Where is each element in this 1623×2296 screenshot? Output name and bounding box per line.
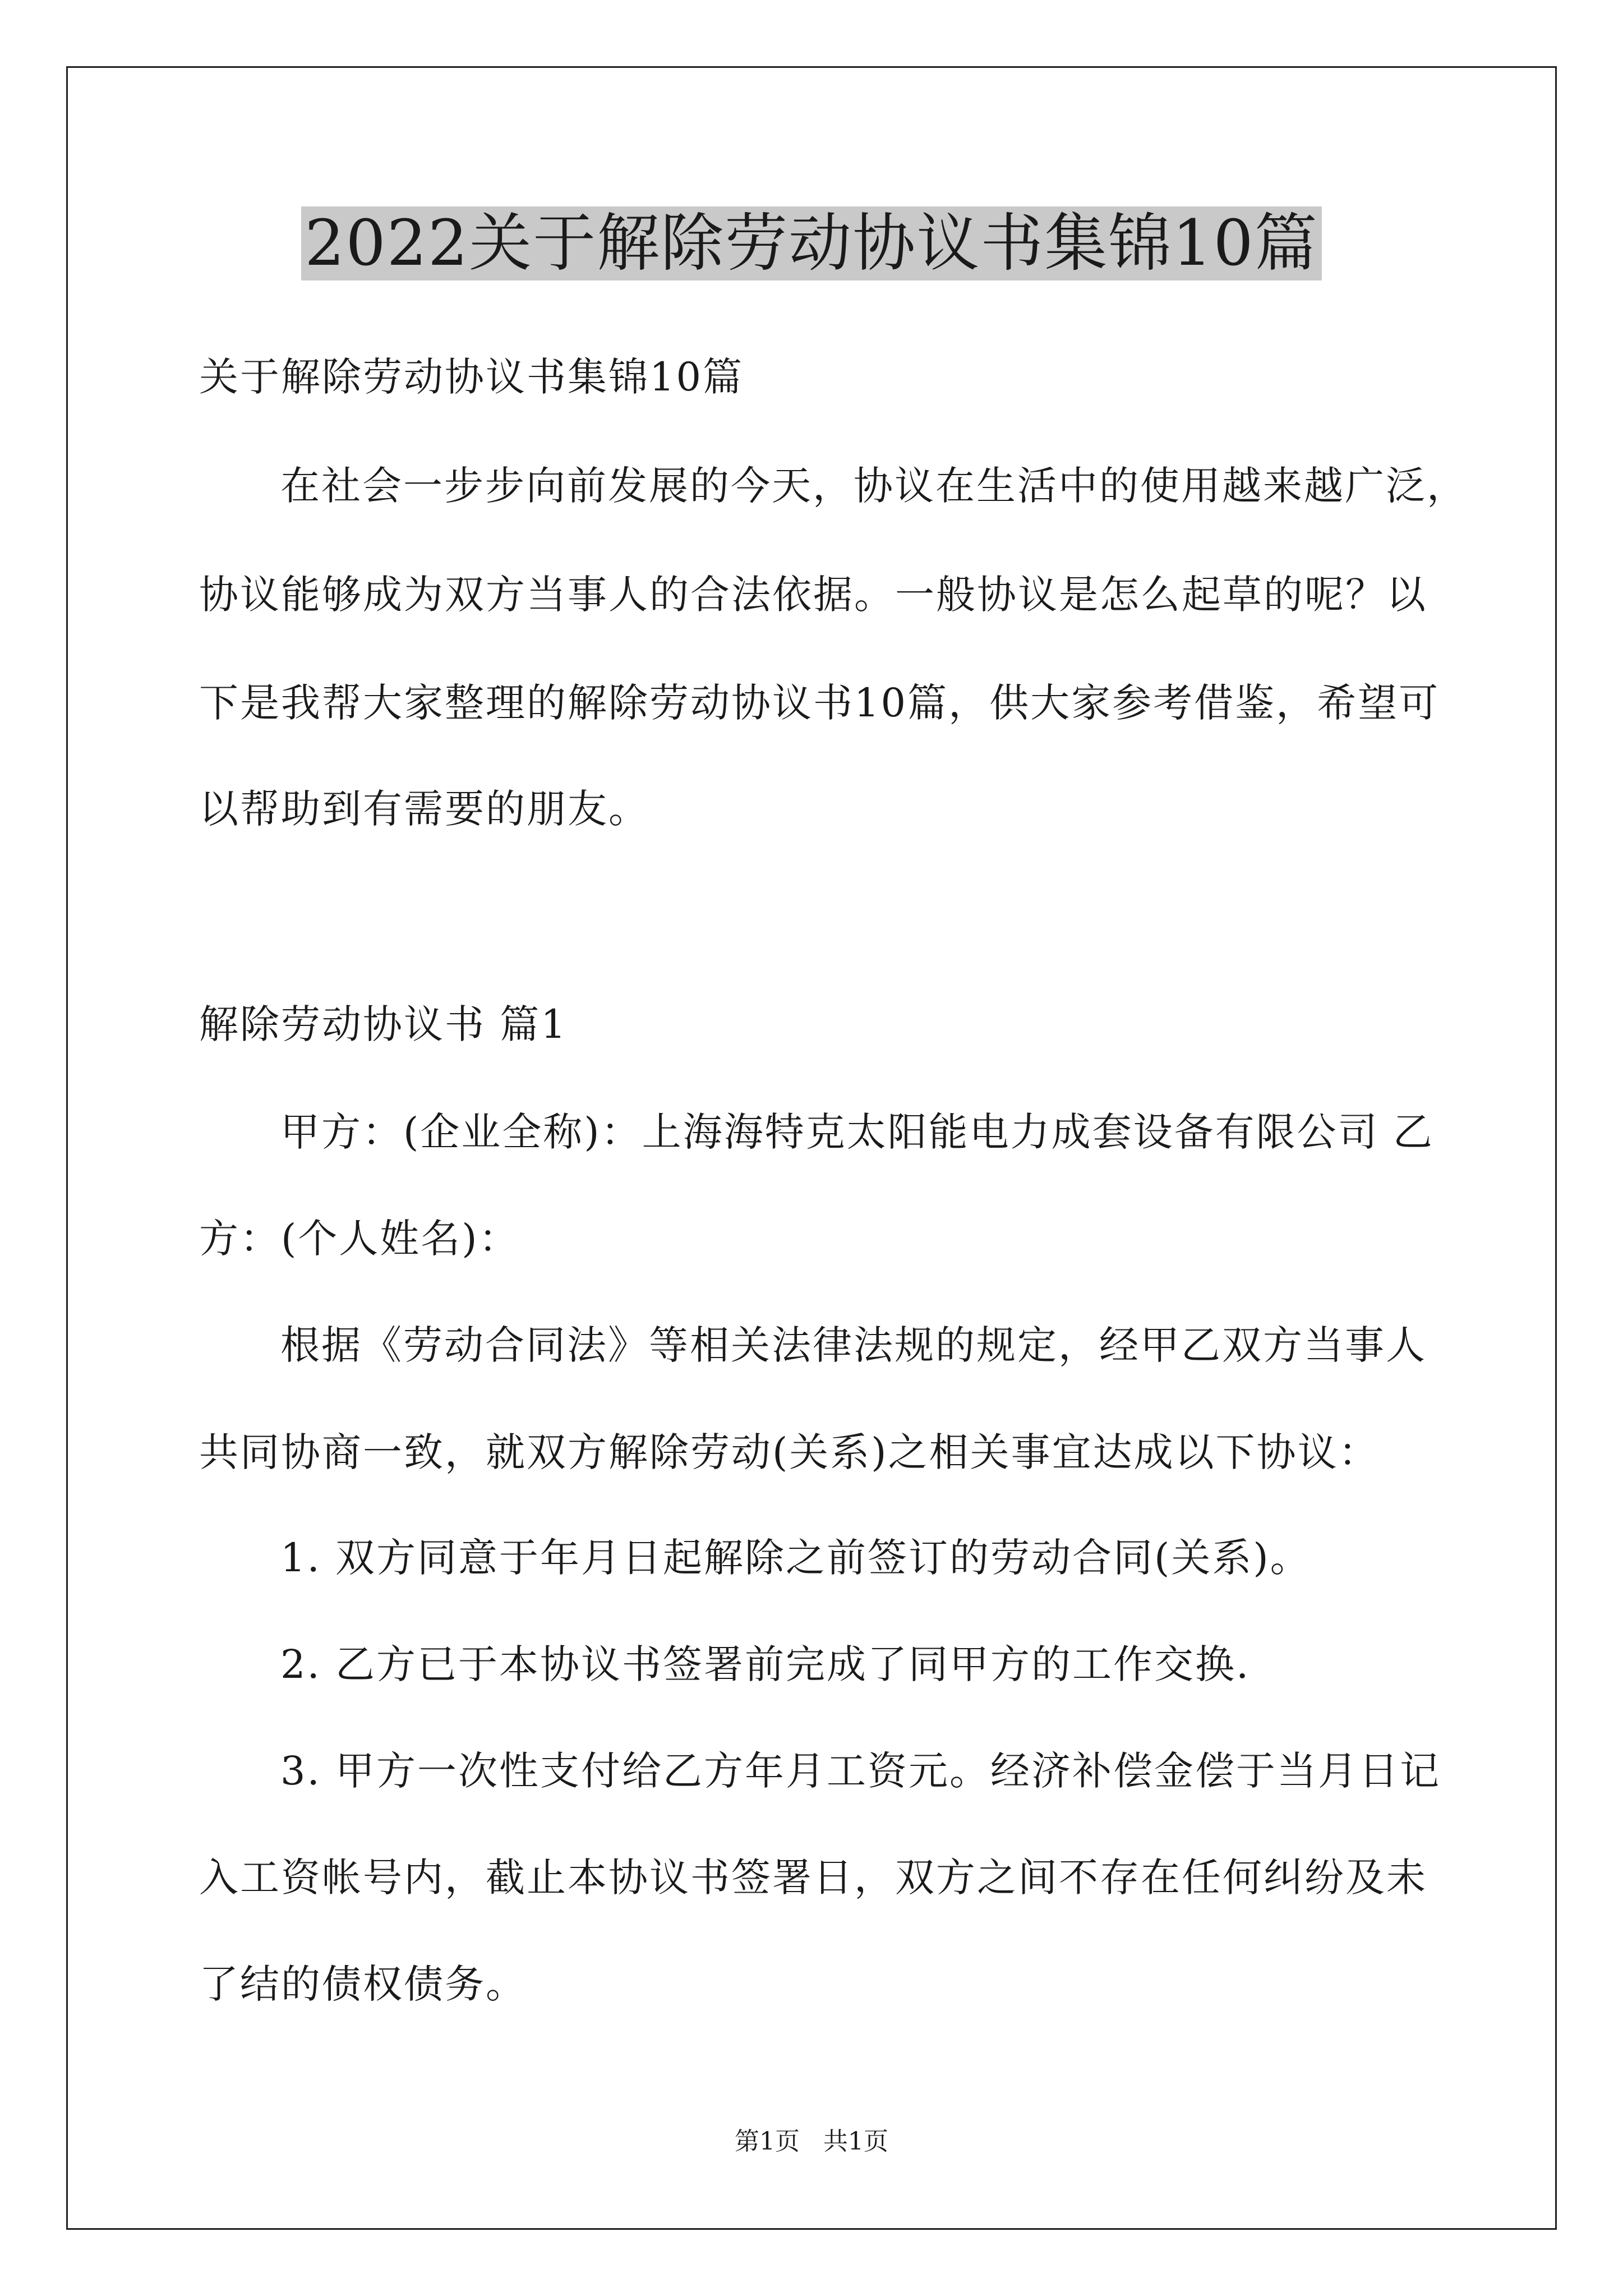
clause-3-line-1: 3. 甲方一次性支付给乙方年月工资元。经济补偿金偿于当月日记 bbox=[280, 1748, 1441, 1794]
document-subtitle: 关于解除劳动协议书集锦10篇 bbox=[199, 354, 744, 400]
party-line-1: 甲方：(企业全称)：上海海特克太阳能电力成套设备有限公司 乙 bbox=[280, 1109, 1434, 1155]
basis-line-2: 共同协商一致，就双方解除劳动(关系)之相关事宜达成以下协议： bbox=[199, 1429, 1380, 1475]
clause-2: 2. 乙方已于本协议书签署前完成了同甲方的工作交换. bbox=[280, 1641, 1251, 1687]
intro-line-3: 下是我帮大家整理的解除劳动协议书10篇，供大家参考借鉴，希望可 bbox=[199, 680, 1440, 726]
page-footer: 第1页 共1页 bbox=[735, 2127, 888, 2156]
intro-line-2: 协议能够成为双方当事人的合法依据。一般协议是怎么起草的呢？以 bbox=[199, 572, 1427, 618]
basis-line-1: 根据《劳动合同法》等相关法律法规的规定，经甲乙双方当事人 bbox=[280, 1322, 1427, 1368]
clause-3-line-3: 了结的债权债务。 bbox=[199, 1961, 527, 2007]
section-heading: 解除劳动协议书 篇1 bbox=[199, 1001, 568, 1047]
document-title: 2022关于解除劳动协议书集锦10篇 bbox=[301, 206, 1322, 280]
party-line-2: 方：(个人姓名)： bbox=[199, 1216, 520, 1262]
clause-1: 1. 双方同意于年月日起解除之前签订的劳动合同(关系)。 bbox=[280, 1535, 1311, 1581]
title-container bbox=[0, 206, 1623, 280]
intro-line-1: 在社会一步步向前发展的今天，协议在生活中的使用越来越广泛， bbox=[280, 463, 1468, 509]
clause-3-line-2: 入工资帐号内，截止本协议书签署日，双方之间不存在任何纠纷及未 bbox=[199, 1855, 1427, 1901]
intro-line-4: 以帮助到有需要的朋友。 bbox=[199, 786, 649, 832]
